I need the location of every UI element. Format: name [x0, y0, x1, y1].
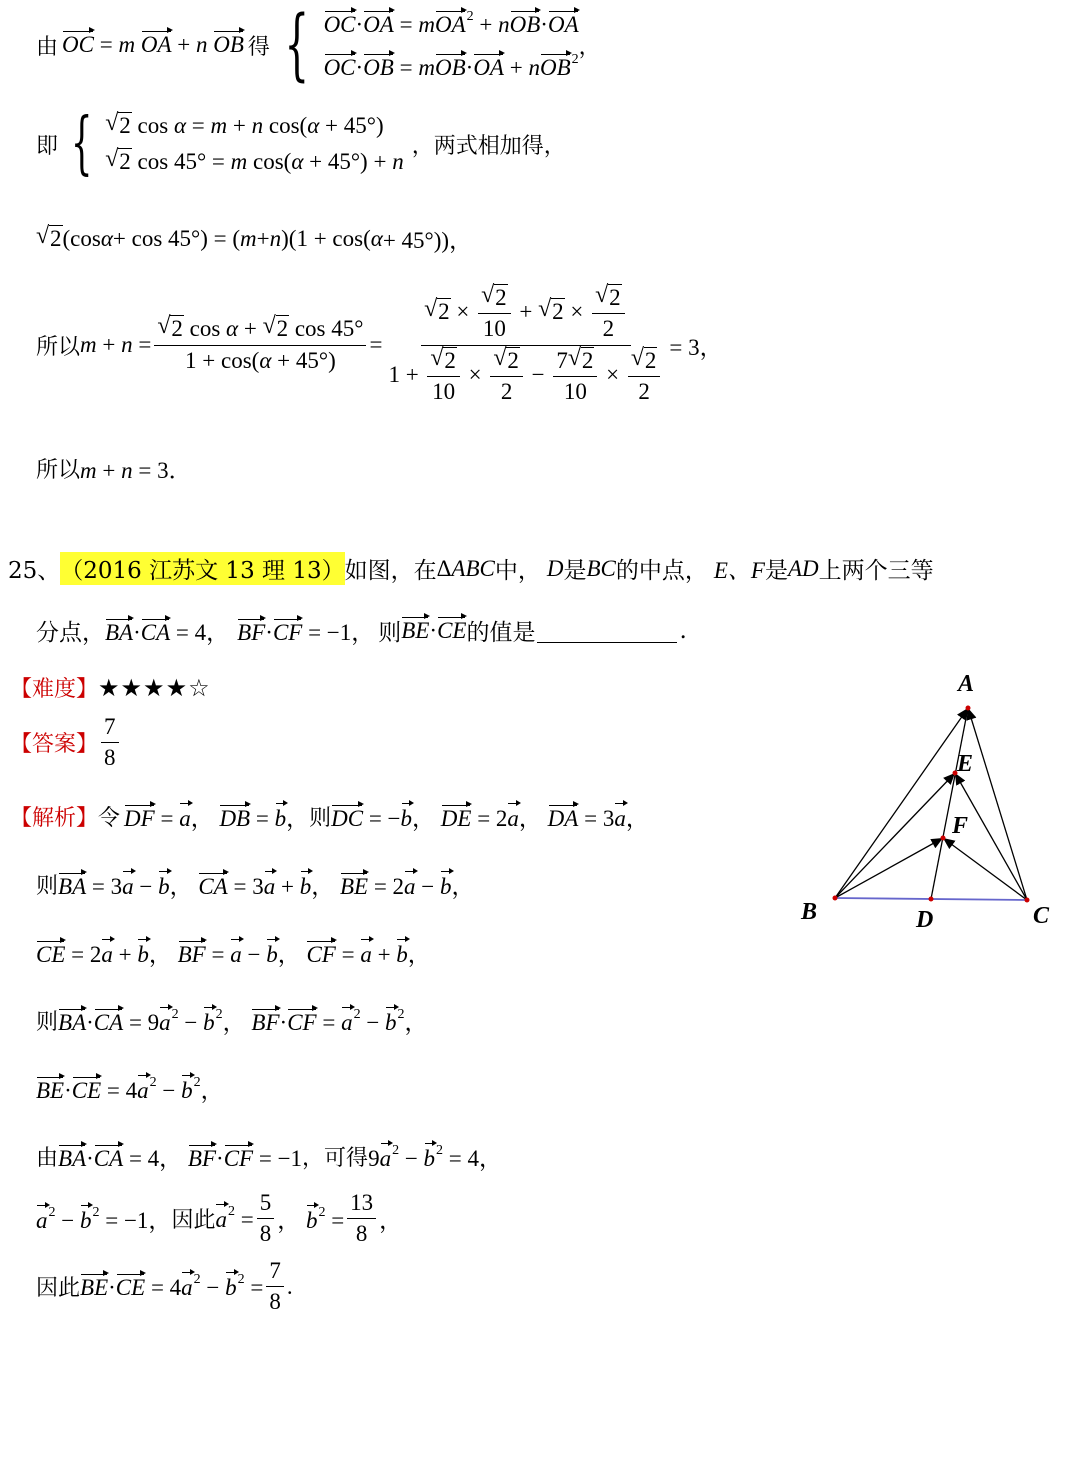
text-suoyi: 所以 [36, 334, 81, 360]
problem-conditions: 分点， BA·CA = 4， BF·CF = −1， 则 BE·CE 的值是 . [36, 617, 687, 646]
difficulty-line [10, 672, 211, 703]
label-b: B [801, 899, 818, 925]
label-f: F [952, 813, 969, 839]
eq-final: 所以 m + n = 3． [36, 452, 192, 485]
analysis-line2: 则 BA = 3a − b， CA = 3a + b， BE = 2a − b， [36, 874, 475, 899]
eq-line-system2 [36, 104, 566, 183]
frac-mn-numeric: √ 2 × √ $\frac{2}{10}$ + √ 2 × √ $\frac{2}{2}$ 1 + √ $\frac{2}{10}$ × √ $\frac{2}{2}$ − $\frac{7√ 2}{10}$ × √ $\frac{2}{2}$ [385, 285, 666, 406]
answer-line [10, 714, 122, 772]
analysis-line3: CE = 2a + b， BF = a − b， CF = a + b， [36, 942, 431, 967]
system2-row1: √ 2 cos α = m + n cos(α + 45°) [105, 113, 403, 139]
analysis-line5: $BE\cdot CE = 4a^2 - b^2$， [36, 1075, 224, 1103]
result-3: = 3， [669, 334, 723, 360]
problem-number: 25、 [8, 558, 61, 584]
system-2: { √ 2 cos α = m + n cos(α + 45°) √ 2 cos 45° = m cos(α + 45°) + n [58, 110, 404, 178]
system1-row2: OC·OB = mOB·OA + nOB$^2$ [323, 52, 579, 80]
label-c: C [1033, 903, 1050, 929]
eq-sum: √ 2 (cos α + cos 45°) = ( m + n )(1 + cos( α + 45°))， [36, 222, 472, 255]
analysis-line4: 则 $BA\cdot CA = 9a^2 - b^2$， $BF\cdot CF = a^2 - b^2$， [36, 1007, 428, 1035]
triangle-figure [795, 665, 1055, 935]
text-add: ，两式相加得， [411, 133, 566, 159]
frac-mn-general: √ $\frac{\text{2 cos α + √ 2 cos 45°}}{1 + \cos(\alpha + 45^\circ)}$ [154, 316, 366, 374]
label-a: A [958, 671, 975, 697]
system2-row2: √ 2 cos 45° = m cos(α + 45°) + n [105, 149, 403, 175]
comma: ， [578, 34, 601, 60]
analysis-line6: 由 BA·CA = 4， BF·CF = −1 ，可得 $9a^2 - b^2 = 4$， [36, 1143, 503, 1171]
analysis-line7: $a^2 - b^2 = -1$， 因此 $a^2$ = $\frac{5}{8}$ ， $b^2$ = $\frac{13}{8}$ ， [36, 1190, 403, 1247]
side-ba [835, 708, 968, 898]
analysis-line8: 因此 $BE\cdot CE = 4a^2 - b^2$ = $\frac{7}{8}$ . [36, 1258, 293, 1315]
eq-line-system1 [36, 0, 601, 90]
text-ji: 即 [36, 133, 59, 159]
eq-mn: 所以 m + n = √ $\frac{\text{2 cos α + √ 2 cos 45°}}{1 + \cos(\alpha + 45^\circ)}$ = √ 2 × √ $\frac{2}{10}$ + √ 2 × √ $\frac{2}{2}$ 1 + √ $\frac{2}{10}$ × √ $\frac{2}{2}$ − $\frac{7√ 2}{10}$ × √ $\frac{2}{2}$ = 3， [36, 285, 723, 406]
segment-bf [835, 838, 943, 898]
system1-row1: OC·OA = mOA$^2$ + nOB·OA [323, 9, 579, 37]
difficulty-label: 【难度】 [10, 677, 99, 702]
label-e: E [957, 751, 974, 777]
text-you: 由 [36, 34, 59, 60]
system-1: { OC·OA = mOA$^2$ + nOB·OA OC·OB = mOB·OA + nOB$^2$ [284, 0, 579, 90]
segment-be [835, 773, 955, 898]
label-d: D [916, 907, 934, 933]
analysis-label: 【解析】 [10, 806, 99, 831]
eq-oc-decomp: OC = m OA + n OB [62, 32, 244, 57]
text-suoyi-final: 所以 [36, 458, 81, 483]
median-ad [931, 708, 968, 899]
problem-stem: 25、 （2016 江苏文 13 理 13） 如图，在 ΔABC 中， D 是 BC 的中点， E、F 是 AD 上两个三等 [8, 552, 934, 585]
analysis-line1: 【解析】 令 DF = a， DB = b， 则 DC = −b， DE = 2a， DA = 3a， [10, 800, 649, 833]
side-ca [968, 708, 1027, 900]
answer-label: 【答案】 [10, 732, 99, 758]
problem-source: （2016 江苏文 13 理 13） [60, 552, 344, 585]
answer-fraction: $\frac{7}{8}$ [101, 714, 119, 772]
text-de: 得 [247, 34, 270, 60]
difficulty-stars: ★★★★☆ [98, 673, 211, 702]
answer-blank [537, 618, 677, 643]
segment-cf [943, 838, 1027, 900]
